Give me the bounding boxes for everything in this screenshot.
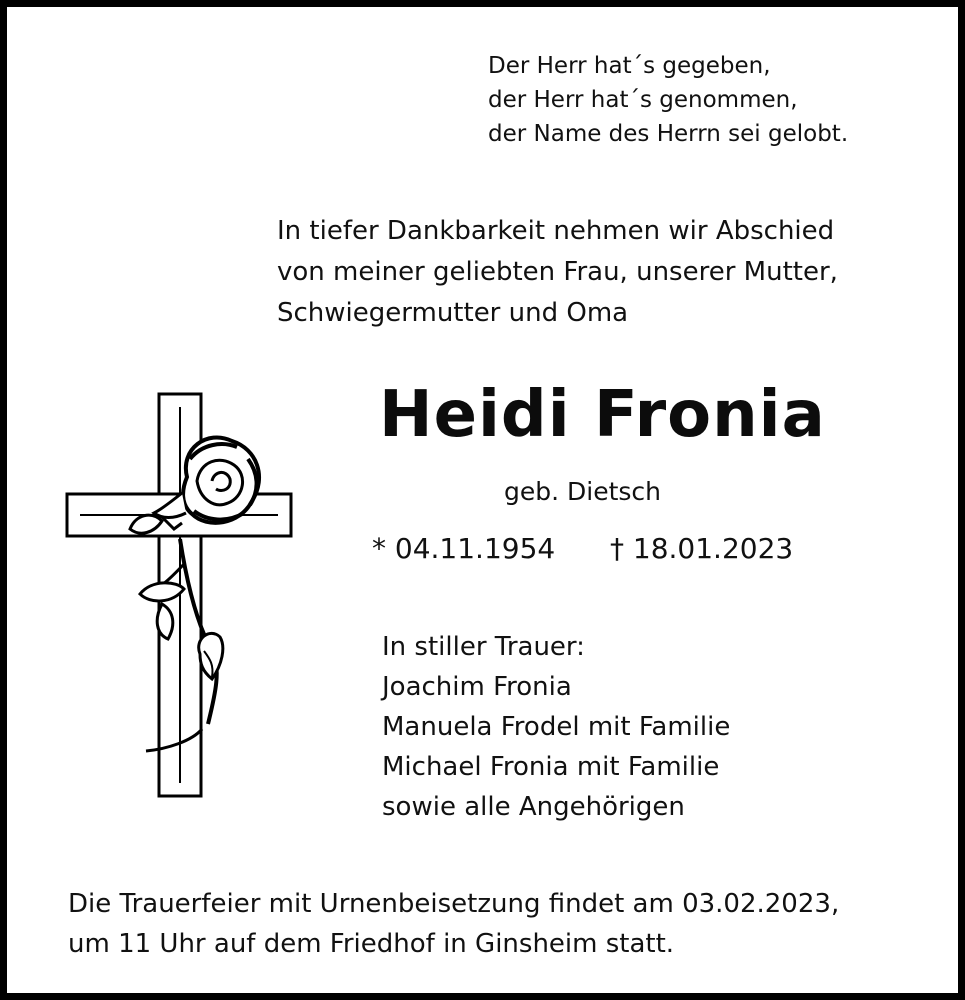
death-date: † 18.01.2023 <box>610 532 794 565</box>
deceased-name: Heidi Fronia <box>379 378 826 452</box>
mourner-name: Michael Fronia mit Familie <box>382 752 720 782</box>
intro-line: von meiner geliebten Frau, unserer Mutter, <box>277 257 838 287</box>
verse-line: Der Herr hat´s gegeben, <box>488 53 771 79</box>
birth-date: * 04.11.1954 <box>372 532 556 565</box>
verse-line: der Name des Herrn sei gelobt. <box>488 121 849 147</box>
mourners-heading: In stiller Trauer: <box>382 632 585 662</box>
mourner-name: Joachim Fronia <box>382 672 572 702</box>
maiden-name: geb. Dietsch <box>504 477 662 506</box>
ceremony-info <box>68 884 839 964</box>
intro-line: Schwiegermutter und Oma <box>277 298 629 328</box>
mourner-name: sowie alle Angehörigen <box>382 792 685 822</box>
mourner-name: Manuela Frodel mit Familie <box>382 712 731 742</box>
ceremony-line: um 11 Uhr auf dem Friedhof in Ginsheim statt. <box>68 929 675 959</box>
mourners-list <box>382 627 730 827</box>
intro-line: In tiefer Dankbarkeit nehmen wir Abschied <box>277 216 835 246</box>
cross-with-rose-icon <box>62 389 302 801</box>
verse-line: der Herr hat´s genommen, <box>488 87 798 113</box>
farewell-intro <box>277 211 838 334</box>
ceremony-line: Die Trauerfeier mit Urnenbeisetzung findet am 03.02.2023, <box>68 889 840 919</box>
bible-verse <box>488 49 848 151</box>
